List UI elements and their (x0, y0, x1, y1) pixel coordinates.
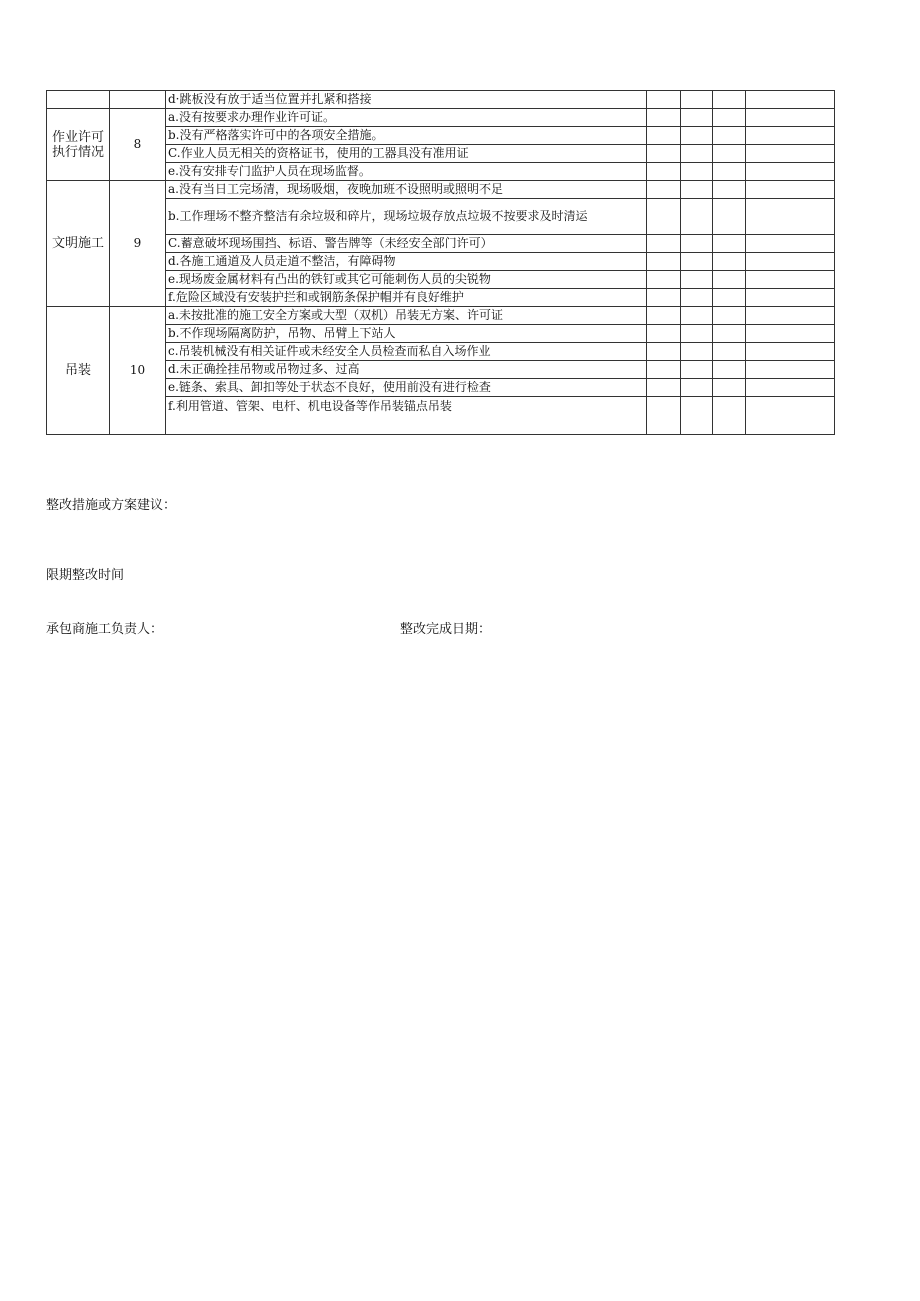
blank-cell (647, 343, 681, 361)
blank-cell (746, 145, 835, 163)
blank-cell (647, 325, 681, 343)
table-row (47, 253, 835, 271)
blank-cell (713, 235, 746, 253)
table-row (47, 343, 835, 361)
item-text: b.不作现场隔离防护，吊物、吊臂上下站人 (166, 325, 647, 343)
blank-cell (681, 397, 713, 435)
blank-cell (647, 397, 681, 435)
blank-cell (681, 325, 713, 343)
blank-cell (713, 397, 746, 435)
blank-cell (647, 361, 681, 379)
blank-cell (713, 307, 746, 325)
item-text: e.没有安排专门监护人员在现场监督。 (166, 163, 647, 181)
item-text: C.作业人员无相关的资格证书，使用的工器具没有准用证 (166, 145, 647, 163)
blank-cell (647, 109, 681, 127)
blank-cell (647, 289, 681, 307)
item-text: f.危险区域没有安装护拦和或钢筋条保护帽并有良好维护 (166, 289, 647, 307)
category-cell: 作业许可执行情况 (47, 109, 110, 181)
blank-cell (713, 199, 746, 235)
table-row (47, 325, 835, 343)
safety-checklist-table (46, 90, 835, 435)
number-cell (110, 91, 166, 109)
table-row (47, 289, 835, 307)
table-row (47, 361, 835, 379)
blank-cell (746, 343, 835, 361)
blank-cell (713, 325, 746, 343)
blank-cell (681, 361, 713, 379)
item-text: d.未正确拴挂吊物或吊物过多、过高 (166, 361, 647, 379)
table-row (47, 91, 835, 109)
number-cell: 10 (110, 307, 166, 435)
blank-cell (746, 199, 835, 235)
blank-cell (713, 109, 746, 127)
item-text: c.吊装机械没有相关证件或未经安全人员检查而私自入场作业 (166, 343, 647, 361)
blank-cell (713, 361, 746, 379)
blank-cell (746, 379, 835, 397)
table-row (47, 163, 835, 181)
blank-cell (681, 307, 713, 325)
table-row (47, 127, 835, 145)
blank-cell (746, 325, 835, 343)
table-row (47, 397, 835, 435)
blank-cell (681, 343, 713, 361)
blank-cell (746, 307, 835, 325)
number-cell: 9 (110, 181, 166, 307)
blank-cell (746, 361, 835, 379)
blank-cell (681, 91, 713, 109)
blank-cell (713, 289, 746, 307)
blank-cell (647, 235, 681, 253)
item-text: d·跳板没有放于适当位置并扎紧和搭接 (166, 91, 647, 109)
category-cell (47, 91, 110, 109)
item-text: f.利用管道、管架、电杆、机电设备等作吊装锚点吊装 (166, 397, 647, 435)
blank-cell (746, 271, 835, 289)
blank-cell (647, 181, 681, 199)
deadline-label: 限期整改时间 (46, 568, 125, 583)
item-text: e.链条、索具、卸扣等处于状态不良好，使用前没有进行检查 (166, 379, 647, 397)
table-row (47, 271, 835, 289)
table-row (47, 199, 835, 235)
table-row (47, 109, 835, 127)
blank-cell (746, 163, 835, 181)
blank-cell (681, 379, 713, 397)
blank-cell (681, 235, 713, 253)
blank-cell (647, 145, 681, 163)
blank-cell (746, 289, 835, 307)
rectification-suggestion-label: 整改措施或方案建议： (46, 498, 177, 513)
blank-cell (681, 109, 713, 127)
blank-cell (713, 271, 746, 289)
blank-cell (647, 127, 681, 145)
table-row (47, 307, 835, 325)
blank-cell (647, 91, 681, 109)
item-text: a.没有按要求办理作业许可证。 (166, 109, 647, 127)
item-text: b.没有严格落实许可中的各项安全措施。 (166, 127, 647, 145)
blank-cell (647, 379, 681, 397)
blank-cell (647, 253, 681, 271)
item-text: C.蓄意破坏现场围挡、标语、警告牌等（未经安全部门许可） (166, 235, 647, 253)
table-row (47, 235, 835, 253)
blank-cell (713, 253, 746, 271)
item-text: a.没有当日工完场清，现场吸烟，夜晚加班不设照明或照明不足 (166, 181, 647, 199)
blank-cell (713, 379, 746, 397)
blank-cell (681, 271, 713, 289)
blank-cell (713, 181, 746, 199)
blank-cell (713, 145, 746, 163)
table-row (47, 145, 835, 163)
blank-cell (681, 145, 713, 163)
blank-cell (681, 199, 713, 235)
item-text: a.未按批准的施工安全方案或大型（双机）吊装无方案、许可证 (166, 307, 647, 325)
table-row (47, 379, 835, 397)
blank-cell (647, 307, 681, 325)
number-cell: 8 (110, 109, 166, 181)
item-text: d.各施工通道及人员走道不整洁，有障碍物 (166, 253, 647, 271)
blank-cell (713, 163, 746, 181)
item-text: b.工作理场不整齐整洁有余垃圾和碎片，现场垃圾存放点垃圾不按要求及时清运 (166, 199, 647, 235)
completion-date-label: 整改完成日期： (400, 622, 492, 637)
blank-cell (647, 199, 681, 235)
blank-cell (681, 289, 713, 307)
blank-cell (681, 253, 713, 271)
blank-cell (746, 91, 835, 109)
blank-cell (713, 127, 746, 145)
category-cell: 文明施工 (47, 181, 110, 307)
blank-cell (647, 271, 681, 289)
category-cell: 吊装 (47, 307, 110, 435)
blank-cell (746, 253, 835, 271)
item-text: e.现场废金属材料有凸出的铁钉或其它可能刺伤人员的尖锐物 (166, 271, 647, 289)
blank-cell (681, 181, 713, 199)
blank-cell (713, 343, 746, 361)
blank-cell (681, 127, 713, 145)
table-row (47, 181, 835, 199)
contractor-lead-label: 承包商施工负责人： (46, 622, 164, 637)
blank-cell (746, 235, 835, 253)
blank-cell (746, 127, 835, 145)
blank-cell (746, 109, 835, 127)
blank-cell (647, 163, 681, 181)
blank-cell (681, 163, 713, 181)
blank-cell (746, 397, 835, 435)
blank-cell (713, 91, 746, 109)
blank-cell (746, 181, 835, 199)
